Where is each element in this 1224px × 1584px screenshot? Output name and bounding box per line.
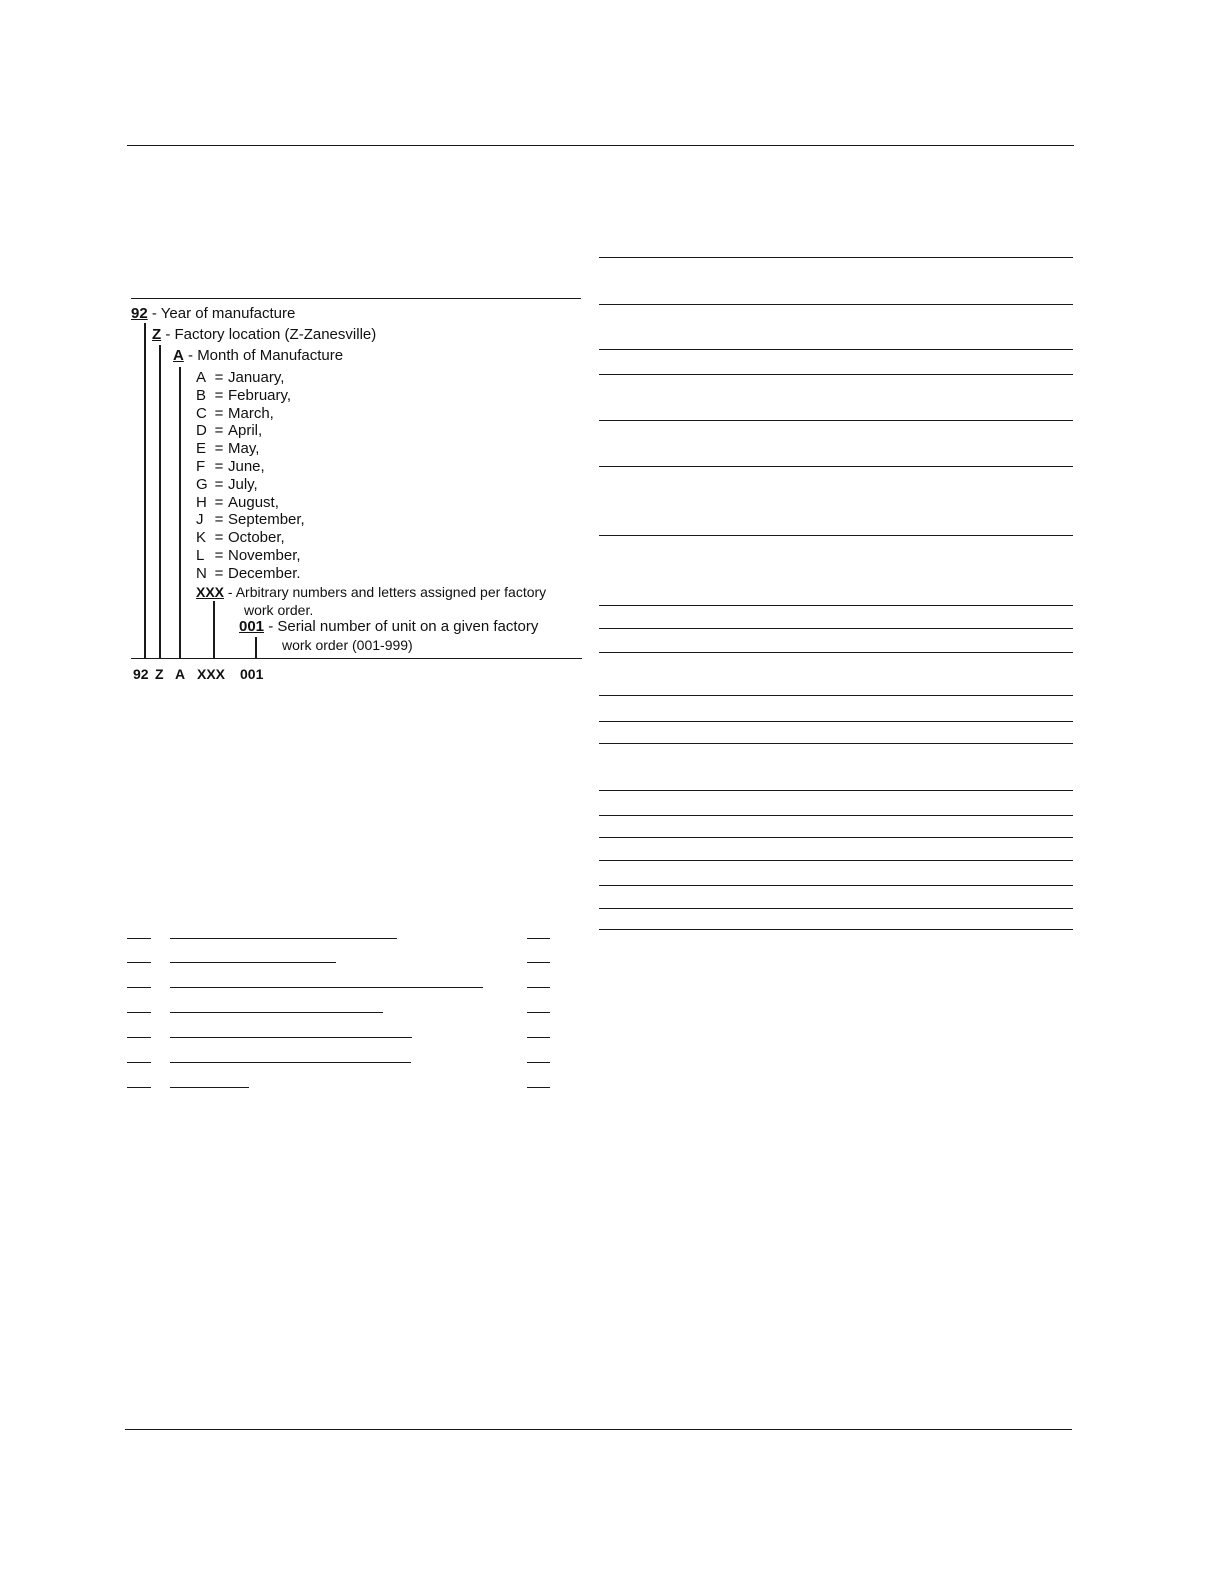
form-line xyxy=(599,652,1073,653)
short-line xyxy=(127,1012,151,1013)
year-code: 92 xyxy=(131,305,148,322)
short-line xyxy=(127,987,151,988)
key-top-rule xyxy=(131,298,581,299)
month-letter: L xyxy=(196,547,205,564)
form-line xyxy=(170,1087,249,1088)
form-line xyxy=(599,860,1073,861)
short-line xyxy=(127,938,151,939)
separator: - xyxy=(188,347,194,364)
serial-entry xyxy=(239,618,538,636)
equals-sign: = xyxy=(214,494,224,511)
serial-code: 001 xyxy=(239,618,265,635)
month-code-row xyxy=(196,529,285,547)
month-name: February, xyxy=(228,387,292,404)
form-line xyxy=(599,374,1073,375)
serial-part-factory: Z xyxy=(155,666,164,682)
form-line xyxy=(170,987,483,988)
month-code: A xyxy=(173,347,184,364)
equals-sign: = xyxy=(214,511,224,528)
month-name: November, xyxy=(228,547,301,564)
arbitrary-entry xyxy=(196,583,546,601)
serial-part-month: A xyxy=(175,666,186,682)
month-letter: G xyxy=(196,476,208,493)
month-letter: F xyxy=(196,458,206,475)
short-line xyxy=(527,1012,550,1013)
equals-sign: = xyxy=(214,565,224,582)
short-line xyxy=(127,1062,151,1063)
connector-month xyxy=(179,367,181,658)
form-line xyxy=(599,885,1073,886)
month-name: July, xyxy=(228,476,258,493)
month-name: May, xyxy=(228,440,260,457)
footer-rule xyxy=(125,1429,1072,1430)
month-letter: J xyxy=(196,511,204,528)
month-code-row xyxy=(196,405,274,423)
key-bottom-rule xyxy=(131,658,582,659)
short-line xyxy=(527,1037,550,1038)
month-code-row xyxy=(196,476,258,494)
month-code-row xyxy=(196,440,259,458)
short-line xyxy=(127,1037,151,1038)
serial-desc-line1: Serial number of unit on a given factory xyxy=(277,618,539,635)
month-letter: B xyxy=(196,387,207,404)
short-line xyxy=(127,1087,151,1088)
form-line xyxy=(170,962,336,963)
equals-sign: = xyxy=(214,387,224,404)
serial-part-arbitrary: XXX xyxy=(197,666,226,682)
month-letter: A xyxy=(196,369,207,386)
short-line xyxy=(527,1087,550,1088)
form-line xyxy=(599,535,1073,536)
form-line xyxy=(599,628,1073,629)
serial-part-serial: 001 xyxy=(240,666,264,682)
form-line xyxy=(599,790,1073,791)
separator: - xyxy=(165,326,171,343)
equals-sign: = xyxy=(214,422,224,439)
form-line xyxy=(599,257,1073,258)
month-desc: Month of Manufacture xyxy=(197,347,344,364)
form-line xyxy=(170,1037,412,1038)
equals-sign: = xyxy=(214,547,224,564)
form-line xyxy=(599,304,1073,305)
connector-arbitrary xyxy=(213,601,215,658)
month-code-row xyxy=(196,422,262,440)
form-line xyxy=(599,837,1073,838)
connector-serial xyxy=(255,637,257,658)
month-name: December. xyxy=(228,565,301,582)
serial-desc-line2: work order (001-999) xyxy=(282,637,413,653)
month-name: October, xyxy=(228,529,285,546)
month-letter: D xyxy=(196,422,207,439)
form-line xyxy=(599,743,1073,744)
short-line xyxy=(127,962,151,963)
equals-sign: = xyxy=(214,529,224,546)
month-name: August, xyxy=(228,494,279,511)
form-line xyxy=(599,908,1073,909)
form-line xyxy=(599,420,1073,421)
connector-year xyxy=(144,323,146,658)
serial-part-year: 92 xyxy=(133,666,149,682)
form-line xyxy=(599,695,1073,696)
month-name: June, xyxy=(228,458,265,475)
month-letter: N xyxy=(196,565,207,582)
month-code-row xyxy=(196,565,301,583)
month-code-row xyxy=(196,387,291,405)
form-line xyxy=(599,466,1073,467)
equals-sign: = xyxy=(214,405,224,422)
header-rule xyxy=(127,145,1074,146)
connector-factory xyxy=(159,345,161,658)
factory-desc: Factory location (Z-Zanesville) xyxy=(174,326,377,343)
short-line xyxy=(527,987,550,988)
form-line xyxy=(599,721,1073,722)
form-line xyxy=(599,605,1073,606)
year-desc: Year of manufacture xyxy=(160,305,296,322)
equals-sign: = xyxy=(214,440,224,457)
month-entry xyxy=(173,347,343,365)
month-letter: K xyxy=(196,529,207,546)
month-code-row xyxy=(196,547,301,565)
short-line xyxy=(527,938,550,939)
month-code-row xyxy=(196,369,284,387)
equals-sign: = xyxy=(214,369,224,386)
short-line xyxy=(527,1062,550,1063)
form-line xyxy=(170,1012,383,1013)
month-letter: H xyxy=(196,494,207,511)
month-code-row xyxy=(196,511,305,529)
short-line xyxy=(527,962,550,963)
month-name: March, xyxy=(228,405,274,422)
form-line xyxy=(170,938,397,939)
arbitrary-desc-line1: Arbitrary numbers and letters assigned per factory xyxy=(235,584,547,600)
month-name: September, xyxy=(228,511,305,528)
month-name: April, xyxy=(228,422,263,439)
form-line xyxy=(599,929,1073,930)
arbitrary-code: XXX xyxy=(196,584,225,600)
separator: - xyxy=(268,618,274,635)
factory-entry xyxy=(152,326,376,344)
month-code-row xyxy=(196,494,279,512)
form-line xyxy=(599,815,1073,816)
month-letter: C xyxy=(196,405,207,422)
month-code-row xyxy=(196,458,265,476)
separator: - xyxy=(151,305,157,322)
form-line xyxy=(170,1062,411,1063)
arbitrary-desc-line2: work order. xyxy=(244,602,314,618)
year-entry xyxy=(131,305,295,323)
form-line xyxy=(599,349,1073,350)
separator: - xyxy=(227,584,233,600)
factory-code: Z xyxy=(152,326,162,343)
month-name: January, xyxy=(228,369,285,386)
equals-sign: = xyxy=(214,458,224,475)
month-letter: E xyxy=(196,440,207,457)
equals-sign: = xyxy=(214,476,224,493)
